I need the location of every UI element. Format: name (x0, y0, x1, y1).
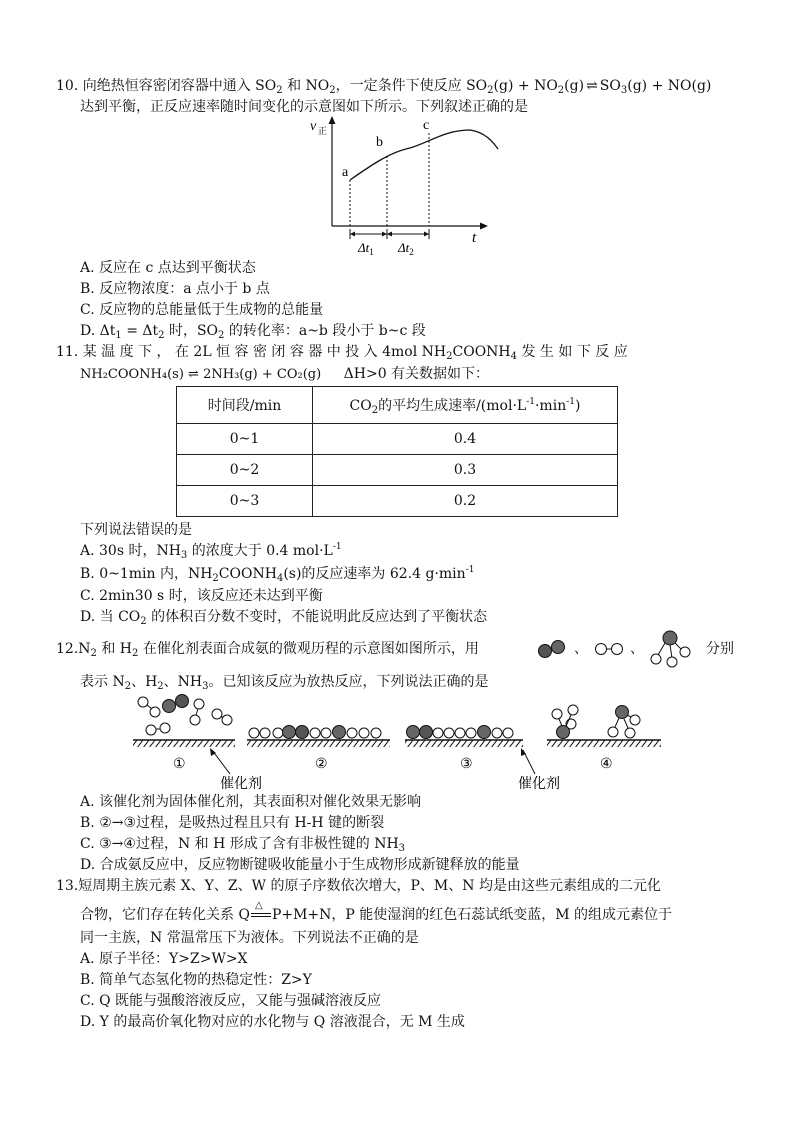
equilibrium-arrow: ⇌ (586, 78, 598, 94)
dt2-label: $\Delta t_2$ (398, 240, 414, 257)
q13-option-b: B. 简单气态氢化物的热稳定性：Z>Y (80, 972, 312, 988)
q10-option-c: C. 反应物的总能量低于生成物的总能量 (80, 302, 324, 318)
q11-option-d: D. 当 $CO_2$ 的体积百分数不变时，不能说明此反应达到了平衡状态 (80, 609, 488, 627)
table-row: 0~1 0.4 (177, 424, 618, 455)
stage-label-3: ③ (460, 757, 473, 772)
heat-arrow: △ (250, 906, 272, 924)
dt1-label: $\Delta t_1$ (358, 240, 374, 257)
table-row: 0~2 0.3 (177, 455, 618, 486)
n2-molecule-icon (535, 638, 571, 660)
point-c-label: c (423, 118, 430, 133)
q12-option-a: A. 该催化剂为固体催化剂，其表面积对催化效果无影响 (80, 794, 422, 810)
stage2-molecules (249, 726, 381, 739)
q13-option-a: A. 原子半径：Y>Z>W>X (80, 951, 248, 967)
q11-stem-line2 (80, 365, 489, 384)
q13-option-d: D. Y 的最高价氧化物对应的水化物与 Q 溶液混合，无 M 生成 (80, 1014, 465, 1030)
q12-option-c: C. ③→④过程，N 和 H 形成了含有非极性键的 $NH_3$ (80, 836, 406, 854)
q11-option-c: C. 2min30 s 时，该反应还未达到平衡 (80, 588, 323, 604)
q12-option-d: D. 合成氨反应中，反应物断键吸收能量小于生成物形成新键释放的能量 (80, 857, 520, 873)
point-b-label: b (376, 135, 383, 150)
q10-reaction: $SO_2(g) + NO_2(g)$ ⇌ $SO_3(g) + NO(g)$ (466, 78, 712, 96)
q11-option-a: A. 30s 时，$NH_3$ 的浓度大于 0.4 $mol\cdot L^{-1}$ (80, 542, 342, 561)
nh3-molecule-icon (648, 628, 694, 668)
table-row: 0~3 0.2 (177, 486, 618, 517)
x-axis-arrow (480, 223, 488, 230)
stage4-molecules (552, 705, 640, 739)
q11-reaction: NH₂COONH₄(s) ⇌ 2NH₃(g) + CO₂(g) (80, 367, 322, 382)
q13-stem-line3: 同一主族，N 常温常压下为液体。下列说法不正确的是 (80, 930, 419, 946)
q11-prompt: 下列说法错误的是 (80, 522, 192, 538)
q12-number: 12. (56, 641, 79, 657)
surface-4 (547, 740, 661, 747)
q13-option-c: C. Q 既能与强酸溶液反应，又能与强碱溶液反应 (80, 993, 382, 1009)
q11-option-b: B. 0~1min 内，$NH_2COONH_4(s)$的反应速率为 62.4 $g\cdot\min^{-1}$ (80, 565, 475, 584)
q12-stem-line2: 表示 $N_2$、$H_2$、$NH_3$。已知该反应为放热反应，下列说法正确的是 (80, 674, 489, 692)
catalyst-label-1: 催化剂 (220, 777, 262, 792)
y-axis-sub: 正 (318, 126, 328, 136)
q10-number: 10. (56, 78, 79, 94)
table-header-row (177, 387, 618, 424)
header-rate: $CO_2$的平均生成速率$/(mol\cdot L^{-1}\cdot\min^{-1})$ (313, 387, 618, 424)
q10-stem-line2: 达到平衡，正反应速率随时间变化的示意图如下所示。下列叙述正确的是 (80, 99, 528, 115)
q11-data-table (176, 386, 618, 517)
q10-rate-graph (300, 114, 500, 260)
q13-number: 13. (56, 878, 79, 894)
rate-curve (350, 130, 498, 180)
stage-label-2: ② (315, 757, 328, 772)
q10-option-b: B. 反应物浓度：a 点小于 b 点 (80, 281, 270, 297)
q11-number: 11. (56, 344, 79, 360)
stage-label-4: ④ (600, 757, 613, 772)
q10-stem-line1: 10. 向绝热恒容密闭容器中通入 $SO_2$ 和 $NO_2$，一定条件下使反应 $SO_2(g) + NO_2(g)$ ⇌ $SO_3(g) + NO(g)$ (56, 78, 712, 96)
q11-enthalpy: ΔH>0 有关数据如下： (343, 366, 490, 382)
q12-mechanism-diagram (125, 692, 670, 792)
q10-option-a: A. 反应在 c 点达到平衡状态 (80, 260, 256, 276)
stage3-molecules (407, 726, 514, 739)
surface-3 (405, 740, 523, 747)
x-axis-label: t (472, 230, 477, 246)
surface-1 (133, 740, 235, 747)
q13-stem-line1: 13.短周期主族元素 X、Y、Z、W 的原子序数依次增大，P、M、N 均是由这些元素组成的二元化 (56, 878, 661, 894)
h2-molecule-icon (592, 638, 626, 660)
q11-stem-line1: 11. 某 温 度 下 ， 在 2L 恒 容 密 闭 容 器 中 投 入 4mol $NH_2COONH_4$ 发 生 如 下 反 应 (56, 344, 628, 362)
stage1-molecules (138, 695, 232, 736)
stage-label-1: ① (173, 757, 186, 772)
q10-option-d: D. $\Delta t_1 = \Delta t_2$ 时，$SO_2$ 的转化率：a~b 段小于 b~c 段 (80, 323, 426, 341)
q12-stem-line1: $12.N_2$ 和 $H_2$ 在催化剂表面合成氨的微观历程的示意图如图所示，用 (56, 641, 479, 659)
y-axis-arrow (329, 116, 336, 124)
y-axis-label: v (310, 119, 317, 134)
point-a-label: a (342, 165, 349, 180)
surface-2 (247, 740, 390, 747)
catalyst-label-2: 催化剂 (518, 777, 560, 792)
q13-stem-line2: 合物，它们存在转化关系 Q △ P+M+N，P 能使湿润的红色石蕊试纸变蓝，M 的组成元素位于 (80, 900, 673, 923)
q12-option-b: B. ②→③过程，是吸热过程且只有 H-H 键的断裂 (80, 815, 385, 831)
header-time: 时间段/min (177, 387, 313, 424)
